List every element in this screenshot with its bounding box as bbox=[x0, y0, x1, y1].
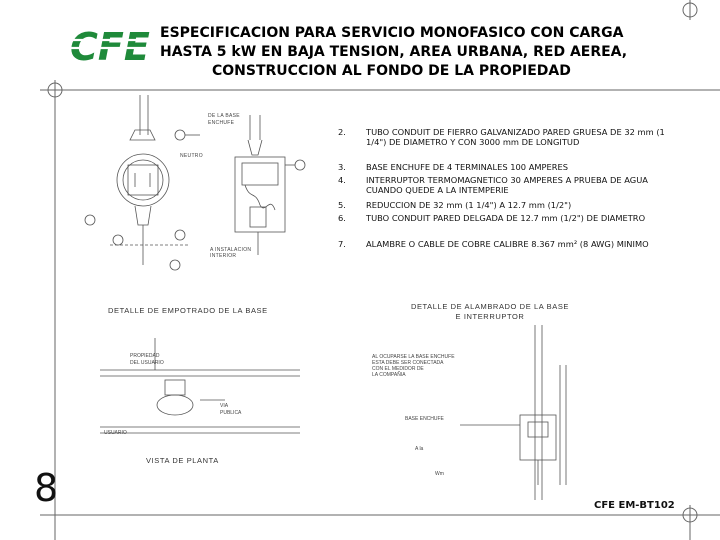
item-text: BASE ENCHUFE DE 4 TERMINALES 100 AMPERES bbox=[366, 162, 569, 172]
label-medidor: CON EL MEDIDOR DE bbox=[372, 366, 424, 372]
label-enchufe: ENCHUFE bbox=[208, 120, 235, 126]
caption-detail-wiring bbox=[410, 302, 570, 322]
item-text: TUBO CONDUIT PARED DELGADA DE 12.7 mm (1/2") DE DIAMETRO bbox=[366, 213, 646, 223]
label-conectada: ESTA DEBE SER CONECTADA bbox=[372, 360, 444, 366]
label-a-instalacion: A INSTALACION bbox=[210, 247, 252, 253]
title-line-3: CONSTRUCCION AL FONDO DE LA PROPIEDAD bbox=[212, 63, 571, 79]
label-wm: Wm bbox=[435, 471, 444, 477]
title-line-1: ESPECIFICACION PARA SERVICIO MONOFASICO CON CARGA bbox=[160, 25, 624, 41]
item-number: 7. bbox=[338, 239, 346, 249]
label-propiedad: PROPIEDAD bbox=[130, 353, 160, 359]
item-number: 2. bbox=[338, 127, 346, 137]
item-text: REDUCCION DE 32 mm (1 1/4") A 12.7 mm (1/2") bbox=[366, 200, 572, 210]
label-a-la: A la bbox=[415, 446, 424, 452]
label-de-la-base: DE LA BASE bbox=[208, 113, 240, 119]
label-via: VIA bbox=[220, 403, 229, 409]
caption-detail-base: DETALLE DE EMPOTRADO DE LA BASE bbox=[108, 306, 268, 315]
logo-text: CFE bbox=[70, 26, 150, 66]
caption-wiring-line-2: E INTERRUPTOR bbox=[455, 312, 525, 321]
page-number: 8 bbox=[34, 466, 59, 510]
label-compania: LA COMPAÑIA bbox=[372, 372, 406, 378]
item-text: TUBO CONDUIT DE FIERRO GALVANIZADO PARED GRUESA DE 32 mm (1 1/4") DE DIAMETRO Y CON 3000 mm DE LONGITUD bbox=[366, 127, 665, 147]
item-text: INTERRUPTOR TERMOMAGNETICO 30 AMPERES A PRUEBA DE AGUA CUANDO QUEDE A LA INTEMPERIE bbox=[366, 175, 648, 195]
elevation-drawing bbox=[80, 95, 330, 295]
label-base-enchufe: BASE ENCHUFE bbox=[405, 416, 444, 422]
label-usuario: USUARIO bbox=[104, 430, 127, 436]
label-interior: INTERIOR bbox=[210, 253, 237, 259]
caption-wiring-line-1: DETALLE DE ALAMBRADO DE LA BASE bbox=[410, 302, 570, 311]
label-del-usuario: DEL USUARIO bbox=[130, 360, 164, 366]
item-number: 4. bbox=[338, 175, 346, 185]
item-number: 3. bbox=[338, 162, 346, 172]
document-code: CFE EM-BT102 bbox=[594, 500, 675, 511]
item-number: 5. bbox=[338, 200, 346, 210]
label-al-ocuparse: AL OCUPARSE LA BASE ENCHUFE bbox=[372, 354, 455, 360]
item-text: ALAMBRE O CABLE DE COBRE CALIBRE 8.367 mm² (8 AWG) MINIMO bbox=[366, 239, 649, 249]
label-publica: PUBLICA bbox=[220, 410, 242, 416]
title-line-2: HASTA 5 kW EN BAJA TENSION, AREA URBANA, RED AEREA, bbox=[160, 44, 628, 60]
plan-view-drawing bbox=[100, 330, 300, 460]
item-number: 6. bbox=[338, 213, 346, 223]
label-neutro: NEUTRO bbox=[180, 153, 203, 159]
wiring-detail-drawing bbox=[360, 325, 690, 500]
caption-plan-view: VISTA DE PLANTA bbox=[146, 456, 219, 465]
